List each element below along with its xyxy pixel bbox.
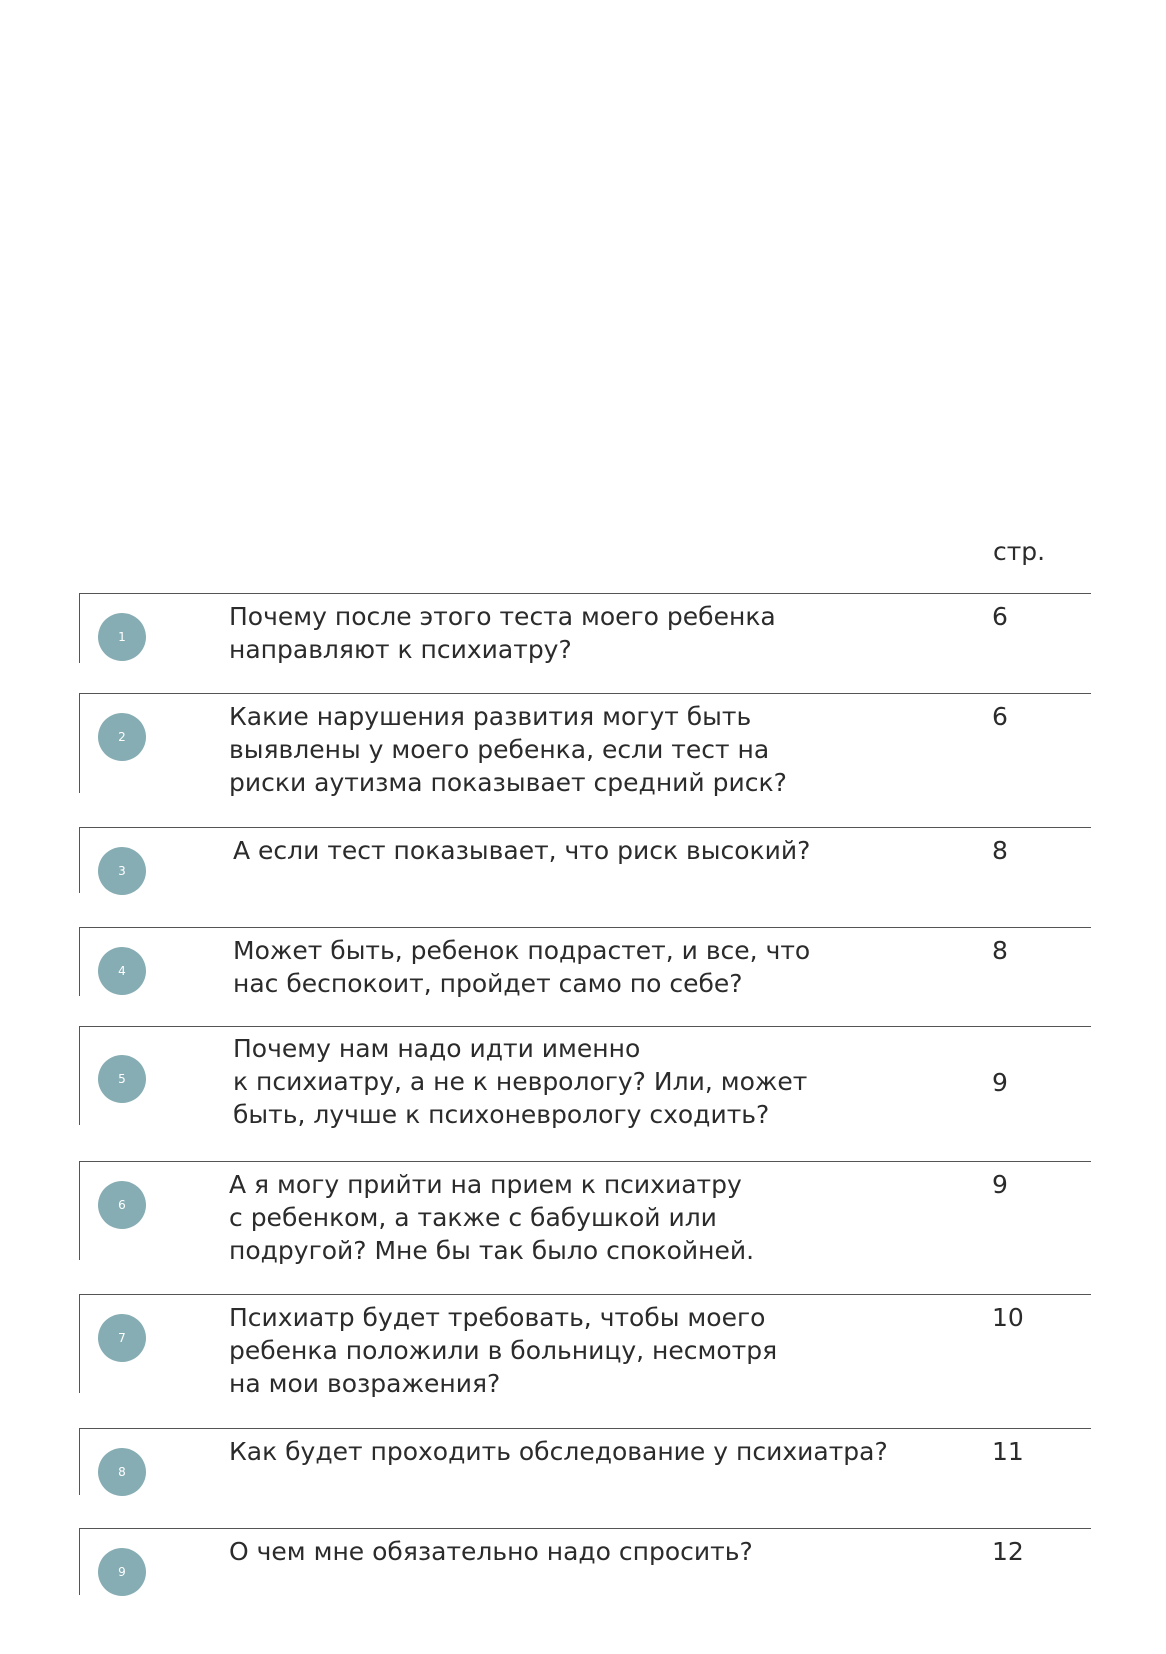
toc-item[interactable] xyxy=(79,827,1091,894)
divider xyxy=(79,1026,1091,1027)
divider xyxy=(79,1528,80,1595)
divider xyxy=(79,1428,1091,1429)
item-page-number: 11 xyxy=(992,1437,1024,1466)
toc-item[interactable] xyxy=(79,693,1091,797)
item-number-badge: 4 xyxy=(98,947,146,995)
toc-item[interactable] xyxy=(79,927,1091,997)
item-question[interactable]: О чем мне обязательно надо спросить? xyxy=(229,1537,753,1566)
divider xyxy=(79,827,80,893)
divider xyxy=(79,927,1091,928)
item-page-number: 6 xyxy=(992,702,1008,731)
item-question[interactable]: Психиатр будет требовать, чтобы моего ребенка положили в больницу, несмотря на мои возражения? xyxy=(229,1303,778,1398)
divider xyxy=(79,1026,80,1125)
divider xyxy=(79,693,80,793)
item-page-number: 8 xyxy=(992,936,1008,965)
item-question[interactable]: Какие нарушения развития могут быть выявлены у моего ребенка, если тест на риски аутизма показывает средний риск? xyxy=(229,702,787,797)
toc-item[interactable] xyxy=(79,1428,1091,1496)
item-page-number: 8 xyxy=(992,836,1008,865)
divider xyxy=(79,1294,1091,1295)
divider xyxy=(79,593,1091,594)
toc-page-label: стр. xyxy=(993,537,1046,566)
item-question[interactable]: А я могу прийти на прием к психиатру с ребенком, а также с бабушкой или подругой? Мне бы так было спокойней. xyxy=(229,1170,755,1265)
item-question[interactable]: Почему после этого теста моего ребенка направляют к психиатру? xyxy=(229,602,776,664)
item-page-number: 12 xyxy=(992,1537,1024,1566)
item-number-badge: 1 xyxy=(98,613,146,661)
divider xyxy=(79,1428,80,1495)
divider xyxy=(79,1528,1091,1529)
divider xyxy=(79,593,80,663)
toc-item[interactable] xyxy=(79,593,1091,664)
divider xyxy=(79,827,1091,828)
item-question[interactable]: Как будет проходить обследование у психиатра? xyxy=(229,1437,888,1466)
toc-item[interactable] xyxy=(79,1161,1091,1265)
item-question[interactable]: Может быть, ребенок подрастет, и все, что нас беспокоит, пройдет само по себе? xyxy=(233,936,811,998)
item-number-badge: 7 xyxy=(98,1314,146,1362)
item-page-number: 9 xyxy=(992,1068,1008,1097)
item-number-badge: 9 xyxy=(98,1548,146,1596)
item-number-badge: 5 xyxy=(98,1055,146,1103)
toc-item[interactable] xyxy=(79,1528,1091,1596)
item-number-badge: 8 xyxy=(98,1448,146,1496)
divider xyxy=(79,1294,80,1393)
toc-item[interactable] xyxy=(79,1294,1091,1398)
item-question[interactable]: Почему нам надо идти именно к психиатру, а не к неврологу? Или, может быть, лучше к психоневрологу сходить? xyxy=(233,1034,808,1129)
item-number-badge: 3 xyxy=(98,847,146,895)
item-number-badge: 2 xyxy=(98,713,146,761)
item-page-number: 6 xyxy=(992,602,1008,631)
item-page-number: 9 xyxy=(992,1170,1008,1199)
item-number-badge: 6 xyxy=(98,1181,146,1229)
divider xyxy=(79,1161,80,1260)
divider xyxy=(79,927,80,996)
toc-item[interactable] xyxy=(79,1026,1091,1129)
item-question[interactable]: А если тест показывает, что риск высокий? xyxy=(233,836,811,865)
divider xyxy=(79,1161,1091,1162)
divider xyxy=(79,693,1091,694)
item-page-number: 10 xyxy=(992,1303,1024,1332)
